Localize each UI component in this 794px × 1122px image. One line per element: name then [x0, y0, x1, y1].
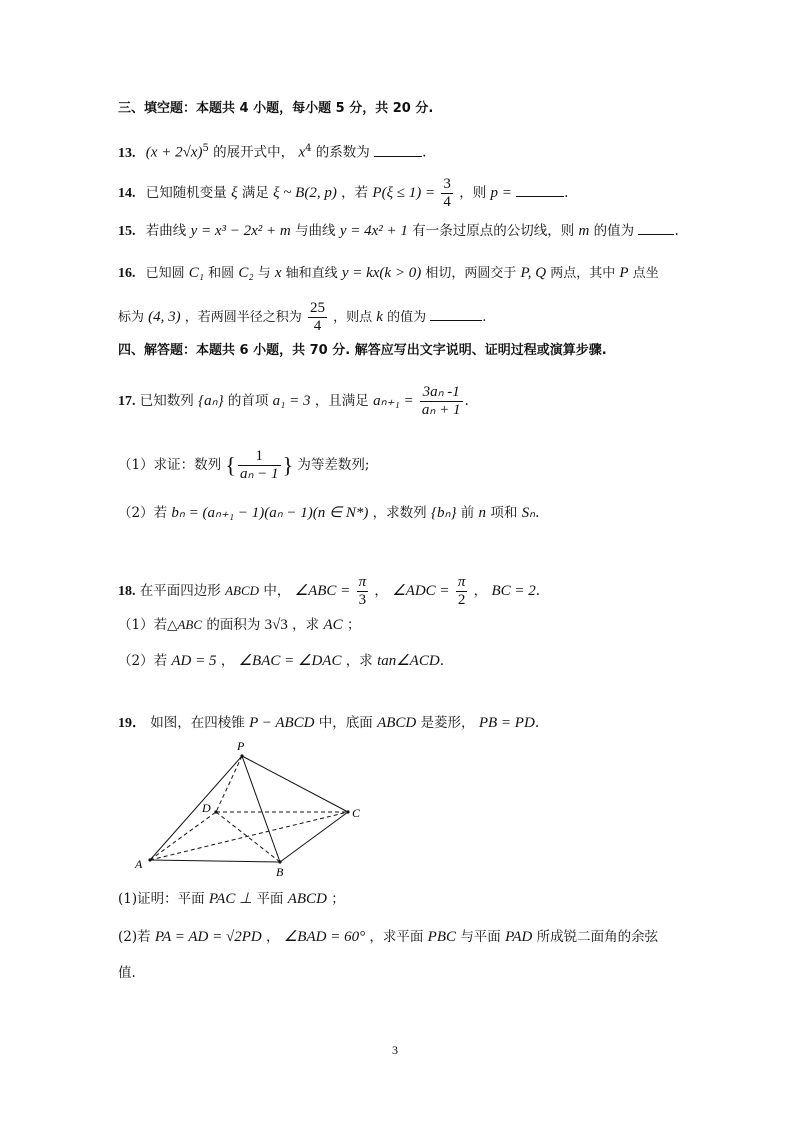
- question-text: ，求: [292, 617, 320, 633]
- question-18-part-2: [118, 652, 444, 670]
- question-18: [118, 574, 540, 609]
- punct: ；: [346, 617, 361, 633]
- question-text: 满足: [241, 185, 269, 201]
- question-number: 16.: [118, 266, 136, 281]
- fraction-denominator: 2: [457, 592, 466, 608]
- question-text: 是菱形，: [420, 715, 475, 731]
- math-var: k: [376, 309, 383, 325]
- math-var: PAD: [505, 929, 533, 945]
- part-label: (1)证明：平面: [118, 891, 205, 907]
- question-text: 中，: [263, 583, 291, 599]
- answer-blank[interactable]: [638, 222, 674, 235]
- question-text: 的值为: [593, 223, 635, 239]
- punct: .: [534, 715, 540, 731]
- math-expression: 3√3: [264, 617, 288, 633]
- question-text: 的展开式中，: [213, 144, 295, 161]
- fraction-numerator: 3aₙ -1: [420, 384, 463, 402]
- vertex-p: [240, 754, 243, 757]
- question-number: 13.: [118, 145, 136, 161]
- math-var: ξ: [231, 185, 238, 201]
- math-expression: PB = PD: [478, 715, 535, 731]
- math-var: p =: [490, 185, 512, 201]
- edge-pb: [242, 756, 280, 862]
- vertex-a: [148, 858, 151, 861]
- question-text: ，求数列: [372, 505, 427, 521]
- question-text: 项和: [490, 505, 518, 521]
- punct: ，: [374, 583, 388, 599]
- part-label: （2）若: [118, 653, 168, 669]
- question-text: 已知数列: [139, 393, 194, 409]
- question-text: ，若两圆半径之积为: [184, 310, 302, 325]
- section-3-heading: 三、填空题：本题共 4 小题，每小题 5 分，共 20 分.: [118, 101, 434, 116]
- math-expression: P − ABCD: [249, 715, 315, 731]
- math-expression: (4, 3): [148, 309, 181, 325]
- question-text: 已知圆: [145, 266, 185, 281]
- math-expression: y = 4x² + 1: [339, 223, 408, 239]
- question-19-part-2-line-2: 值.: [118, 965, 136, 981]
- question-text: 平面: [256, 891, 284, 907]
- math-var: ABCD: [225, 583, 260, 598]
- math-var: Sₙ: [521, 505, 536, 521]
- math-expression: ∠BAD = 60°: [283, 929, 366, 945]
- fraction-numerator: π: [457, 574, 466, 590]
- punct: ，: [220, 653, 235, 669]
- question-16: [118, 264, 659, 283]
- math-expression: ∠ABC =: [294, 583, 351, 599]
- question-number: 14.: [118, 186, 136, 201]
- question-text: ，则: [459, 185, 487, 201]
- question-number: 19．: [118, 716, 146, 731]
- question-text: ，求平面: [369, 929, 424, 945]
- fraction-denominator: aₙ − 1: [239, 466, 279, 482]
- question-16-line-2: [118, 300, 486, 335]
- math-var: ABC: [177, 617, 203, 632]
- question-17-part-2: [118, 504, 539, 522]
- math-expression: ∠BAC = ∠DAC: [238, 653, 342, 669]
- fraction-denominator: 4: [443, 194, 451, 210]
- math-expression: tan∠ACD: [377, 653, 440, 669]
- punct: .: [535, 505, 540, 521]
- math-var: ABCD: [377, 715, 417, 731]
- question-19: [118, 714, 539, 733]
- fraction: [308, 300, 327, 335]
- question-text: 与曲线: [295, 223, 336, 239]
- section-4-heading: 四、解答题：本题共 6 小题，共 70 分. 解答应写出文字说明、证明过程或演算步骤.: [118, 343, 607, 358]
- part-label: （2）若: [118, 505, 168, 521]
- right-brace: }: [282, 452, 294, 478]
- exponent: 5: [202, 143, 209, 154]
- edge-bc: [280, 812, 348, 862]
- question-number: 15.: [118, 224, 136, 239]
- fraction: [357, 574, 369, 609]
- math-expression: y = x³ − 2x² + m: [190, 223, 291, 239]
- diagonal-db: [216, 812, 280, 862]
- page-number: 3: [392, 1043, 398, 1057]
- question-text: 有一条过原点的公切线，则: [412, 223, 575, 239]
- label-d: D: [202, 801, 211, 815]
- math-expression: y = kx(k > 0): [341, 265, 422, 281]
- math-expression: AD = 5: [171, 653, 217, 669]
- fraction: [238, 448, 281, 483]
- fraction-denominator: 3: [358, 592, 367, 608]
- math-var: ABCD: [287, 891, 327, 907]
- question-text: 的系数为: [315, 144, 370, 161]
- question-13: [118, 140, 426, 163]
- math-expression: PAC ⊥: [208, 891, 253, 907]
- fraction-numerator: 1: [238, 448, 281, 466]
- question-text: ，若: [341, 185, 369, 201]
- question-text: 轴和直线: [285, 266, 338, 281]
- question-text: 为等差数列;: [297, 457, 370, 473]
- exponent: 4: [305, 143, 312, 154]
- question-17-part-1: [118, 448, 369, 483]
- vertex-c: [346, 810, 349, 813]
- question-text: 和圆: [208, 266, 235, 281]
- punct: .: [464, 393, 469, 409]
- edge-pc: [242, 756, 348, 812]
- math-expression: bₙ = (aₙ₊₁ − 1)(aₙ − 1)(n ∈ N*): [171, 505, 369, 521]
- math-var: n: [478, 505, 487, 521]
- question-text: 两点，其中: [550, 266, 616, 281]
- part-label: （1）求证：数列: [118, 457, 222, 473]
- edge-ab: [150, 860, 280, 862]
- math-expression: PA = AD = √2PD: [154, 929, 262, 945]
- fraction: [420, 384, 463, 419]
- label-c: C: [352, 806, 361, 820]
- question-text: 的面积为: [206, 617, 261, 633]
- question-number: 17.: [118, 394, 136, 409]
- fraction-denominator: aₙ + 1: [421, 402, 461, 418]
- punct: .: [564, 185, 569, 201]
- question-number: 18.: [118, 584, 136, 599]
- diagonal-ac: [150, 812, 348, 860]
- math-expression: {bₙ}: [430, 505, 457, 521]
- part-label: （1）若△: [118, 617, 178, 633]
- question-text: ，则点: [333, 310, 373, 325]
- vertex-b: [278, 860, 281, 863]
- question-text: 所成锐二面角的余弦: [536, 929, 659, 945]
- question-text: 已知随机变量: [145, 185, 227, 201]
- question-text: ，求: [345, 653, 373, 669]
- question-14: [118, 176, 568, 211]
- fraction: [441, 176, 453, 211]
- math-var: C₂: [238, 265, 254, 281]
- question-text: 点坐: [632, 266, 659, 281]
- math-expression: ∠ADC =: [392, 583, 450, 599]
- pyramid-figure: [130, 738, 370, 878]
- punct: .: [482, 310, 487, 325]
- math-expression: a₁ = 3: [272, 393, 311, 409]
- question-text: 标为: [118, 310, 145, 325]
- math-var: P, Q: [520, 265, 547, 281]
- math-expression: BC = 2: [491, 583, 536, 599]
- math-var: C₁: [188, 265, 205, 281]
- question-text: 前: [460, 505, 475, 521]
- question-text: 若曲线: [145, 223, 187, 239]
- punct: .: [674, 223, 679, 239]
- question-18-part-1: [118, 616, 360, 634]
- edge-pd: [216, 756, 242, 812]
- fraction: [456, 574, 468, 609]
- question-text: 的值为: [387, 310, 427, 325]
- edge-ad: [150, 812, 216, 860]
- punct: ，: [266, 929, 280, 945]
- math-var: AC: [323, 617, 343, 633]
- label-p: P: [237, 739, 245, 753]
- math-expression: ξ ~ B(2, p): [273, 185, 337, 201]
- question-17: [118, 384, 469, 419]
- math-expression: P(ξ ≤ 1) =: [372, 185, 436, 201]
- question-text: 如图，在四棱锥: [150, 715, 245, 731]
- punct: .: [535, 583, 541, 599]
- question-text: 在平面四边形: [139, 583, 221, 599]
- math-var: PBC: [427, 929, 457, 945]
- part-label: (2)若: [118, 929, 151, 945]
- fraction-numerator: π: [358, 574, 367, 590]
- question-19-part-1: [118, 890, 345, 908]
- punct: .: [439, 653, 444, 669]
- question-text: 的首项: [227, 393, 269, 409]
- math-expression: (x + 2√x): [145, 144, 203, 161]
- left-brace: {: [225, 452, 236, 478]
- fraction-denominator: 4: [313, 318, 322, 334]
- punct: .: [422, 144, 427, 161]
- vertex-d: [214, 810, 217, 813]
- question-19-part-2: [118, 928, 658, 946]
- answer-blank[interactable]: [430, 308, 482, 321]
- question-text: 与平面: [460, 929, 501, 945]
- math-var: x: [298, 144, 306, 161]
- question-text: 中，底面: [318, 715, 373, 731]
- question-text: ，且满足: [314, 393, 369, 409]
- punct: ，: [473, 583, 488, 599]
- edge-pa: [150, 756, 242, 860]
- label-a: A: [135, 857, 143, 871]
- math-var: x: [274, 265, 282, 281]
- question-text: 与: [257, 266, 271, 281]
- math-expression: aₙ₊₁ =: [373, 393, 414, 409]
- fraction-numerator: 3: [443, 176, 451, 192]
- label-b: B: [276, 865, 284, 878]
- fraction-numerator: 25: [309, 300, 325, 316]
- question-15: [118, 222, 679, 241]
- punct: ；: [331, 891, 345, 907]
- math-var: m: [578, 223, 590, 239]
- answer-blank[interactable]: [374, 144, 422, 157]
- question-text: 相切，两圆交于: [425, 266, 517, 281]
- math-var: P: [619, 265, 629, 281]
- math-expression: {aₙ}: [198, 393, 224, 409]
- answer-blank[interactable]: [516, 184, 564, 197]
